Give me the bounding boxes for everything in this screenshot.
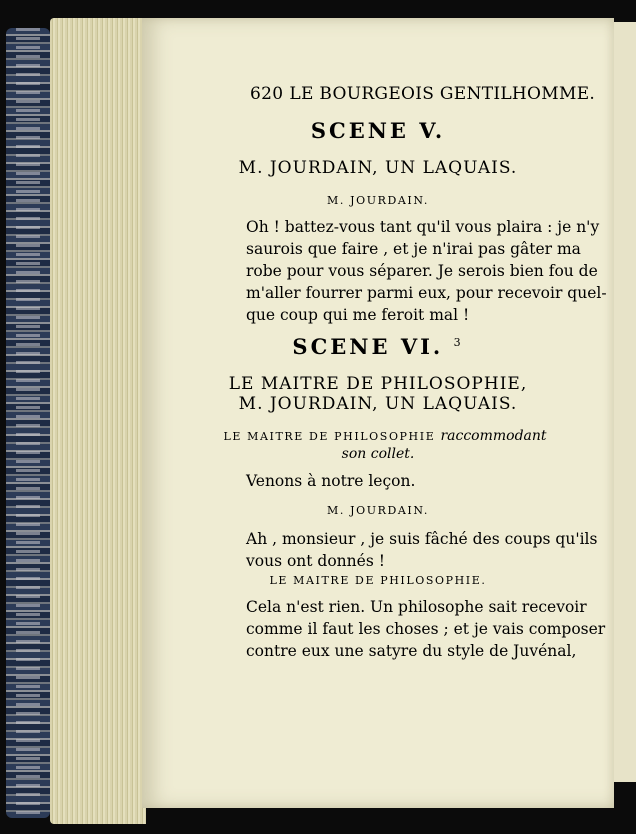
text-line: Oh ! battez-vous tant qu'il vous plaira : je n'y: [246, 218, 600, 236]
speaker-with-direction: [150, 428, 620, 444]
speech-3: [246, 596, 606, 662]
scene-6-characters-line1: LE MAITRE DE PHILOSOPHIE,: [228, 374, 528, 394]
page-number: 620: [250, 84, 284, 104]
running-title: LE BOURGEOIS GENTILHOMME.: [289, 84, 596, 104]
text-line: robe pour vous séparer. Je serois bien fou de: [246, 262, 598, 280]
text-line: Ah , monsieur , je suis fâché des coups qu'ils: [246, 530, 598, 548]
text-line: contre eux une satyre du style de Juvénal,: [246, 642, 577, 660]
scene-5-speech: [246, 216, 607, 326]
stage-direction: son collet.: [341, 446, 415, 462]
scene-5-title: SCENE V.: [310, 118, 446, 143]
scene-6-title-text: SCENE VI.: [292, 334, 444, 359]
text-line: saurois que faire , et je n'irai pas gâter ma: [246, 240, 581, 258]
speaker-label: LE MAITRE DE PHILOSOPHIE: [223, 430, 436, 443]
speech-1: [246, 470, 566, 492]
scene-5-characters: M. JOURDAIN, UN LAQUAIS.: [238, 158, 518, 178]
scene-6-characters-line2: M. JOURDAIN, UN LAQUAIS.: [238, 394, 518, 414]
speaker-label: LE MAITRE DE PHILOSOPHIE.: [269, 574, 487, 587]
text-line: m'aller fourrer parmi eux, pour recevoir quel-: [246, 284, 607, 302]
book-spine: [6, 28, 50, 818]
running-header: [250, 84, 596, 104]
text-line: Cela n'est rien. Un philosophe sait recevoir: [246, 598, 587, 616]
next-page-sliver: [614, 22, 636, 782]
speaker-label: M. JOURDAIN.: [327, 504, 429, 517]
page-edges: [50, 18, 146, 824]
speech-2: [246, 528, 598, 572]
scene-6-title: [142, 334, 614, 359]
text-line: vous ont donnés !: [246, 552, 385, 570]
footnote-marker: 3: [453, 336, 464, 349]
stage-direction: raccommodant: [440, 428, 547, 444]
text-line: comme il faut les choses ; et je vais composer: [246, 620, 606, 638]
speaker-label: M. JOURDAIN.: [327, 194, 429, 207]
stage-direction-cont: [142, 446, 614, 462]
text-line: que coup qui me feroit mal !: [246, 306, 470, 324]
text-line: Venons à notre leçon.: [246, 472, 416, 490]
